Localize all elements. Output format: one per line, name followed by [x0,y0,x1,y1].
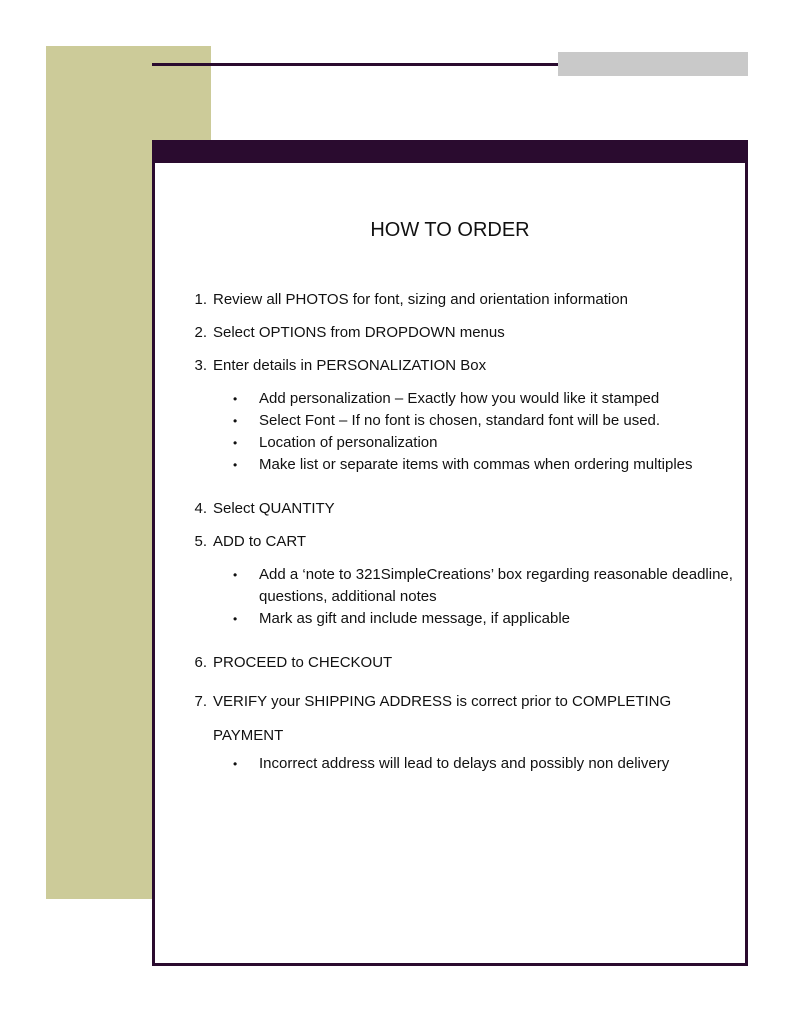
list-item: • Add a ‘note to 321SimpleCreations’ box regarding reasonable deadline, questions, additional notes [233,566,733,605]
step-text: VERIFY your SHIPPING ADDRESS is correct prior to COMPLETING PAYMENT [213,693,672,744]
step-1 [183,289,743,311]
step-number: 4. [194,500,207,517]
step-text: PROCEED to CHECKOUT [213,654,393,671]
card-header-bar [155,143,745,163]
step-text: ADD to CART [213,533,307,550]
step-number: 7. [194,693,207,710]
step-text: Select QUANTITY [213,500,335,517]
step-6 [183,652,743,674]
step-7 [183,685,743,753]
step-5-bullets [183,564,743,630]
page-title: HOW TO ORDER [370,219,530,241]
step-3 [183,355,743,377]
list-item: • Mark as gift and include message, if applicable [183,608,743,630]
step-2 [183,322,743,344]
list-item: • Add personalization – Exactly how you would like it stamped [183,388,743,410]
bullet-dot: • [233,757,238,771]
step-3-bullets [183,388,743,476]
instructions-card [152,140,748,966]
step-text: Select OPTIONS from DROPDOWN menus [213,324,505,341]
list-item: • Incorrect address will lead to delays and possibly non delivery [183,753,743,775]
bullet-dot: • [233,436,238,450]
decorative-grey-tab [558,52,748,76]
step-number: 1. [194,291,207,308]
step-4 [183,498,743,520]
list-item: • Make list or separate items with commas when ordering multiples [183,454,743,476]
step-7-bullets [183,753,743,775]
step-5 [183,531,743,553]
step-text: Review all PHOTOS for font, sizing and orientation information [213,291,628,308]
list-item: • Select Font – If no font is chosen, standard font will be used. [183,410,743,432]
bullet-dot: • [233,414,238,428]
step-text: Enter details in PERSONALIZATION Box [213,357,487,374]
step-number: 5. [194,533,207,550]
bullet-dot: • [233,458,238,472]
bullet-dot: • [233,392,238,406]
list-item: • Location of personalization [183,432,743,454]
step-number: 6. [194,654,207,671]
step-number: 3. [194,357,207,374]
steps-list [183,289,743,775]
bullet-dot: • [233,612,238,626]
bullet-dot: • [233,568,238,582]
step-number: 2. [194,324,207,341]
